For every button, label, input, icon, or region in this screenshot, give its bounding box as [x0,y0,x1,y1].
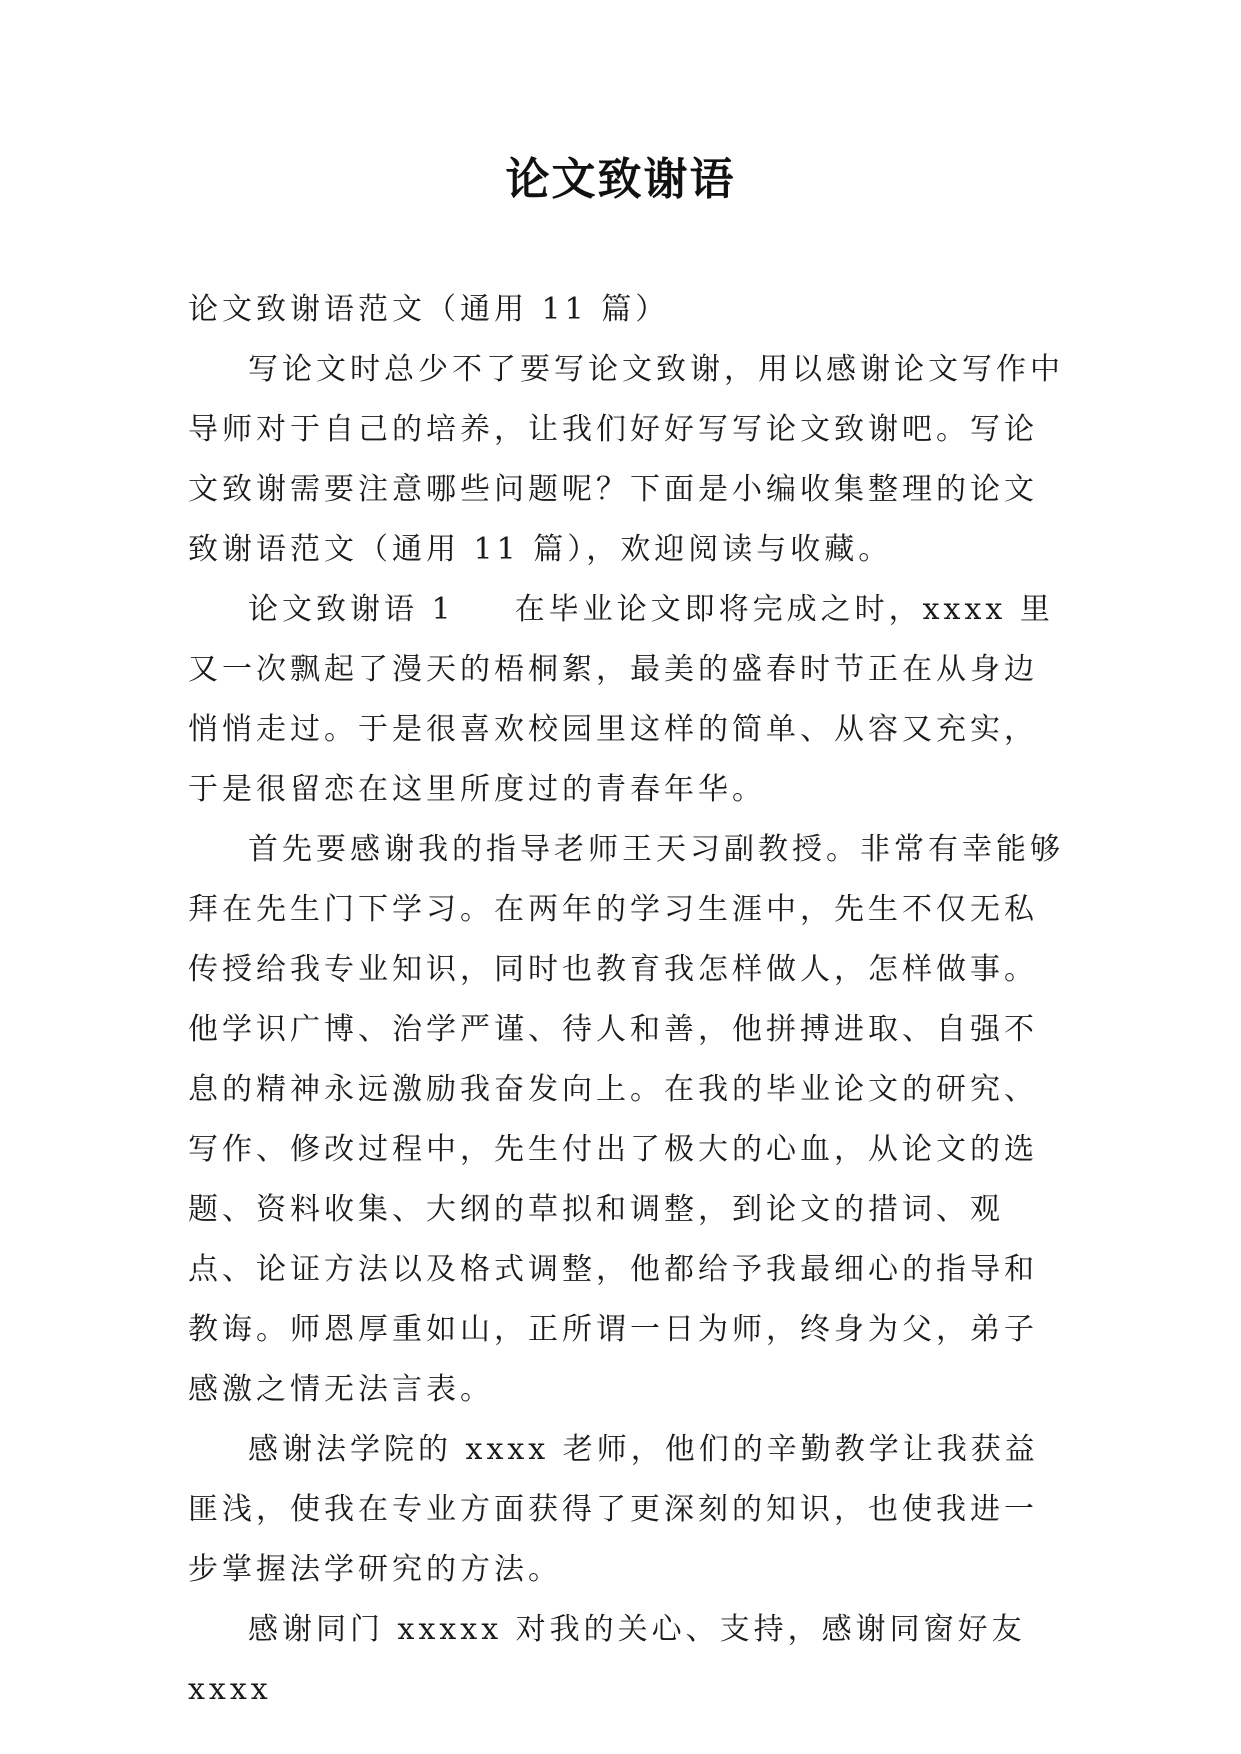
section-1-heading: 论文致谢语 1 [248,592,455,627]
section-1-paragraph-3: 感谢法学院的 xxxx 老师，他们的辛勤教学让我获益匪浅，使我在专业方面获得了更深刻的知识，也使我进一步掌握法学研究的方法。 [188,1432,1039,1587]
section-1-paragraph-2: 首先要感谢我的指导老师王天习副教授。非常有幸能够拜在先生门下学习。在两年的学习生涯中，先生不仅无私传授给我专业知识，同时也教育我怎样做人，怎样做事。他学识广博、治学严谨、待人和善，他拼搏进取、自强不息的精神永远激励我奋发向上。在我的毕业论文的研究、写作、修改过程中，先生付出了极大的心血，从论文的选题、资料收集、大纲的草拟和调整，到论文的措词、观点、论证方法以及格式调整，他都给予我最细心的指导和教诲。师恩厚重如山，正所谓一日为师，终身为父，弟子感激之情无法言表。 [188,832,1064,1407]
section-1-paragraph-4: 感谢同门 xxxxx 对我的关心、支持，感谢同窗好友 xxxx [188,1612,1026,1707]
section-1-paragraph-1: 在毕业论文即将完成之时，xxxx 里又一次飘起了漫天的梧桐絮，最美的盛春时节正在从身边悄悄走过。于是很喜欢校园里这样的简单、从容又充实，于是很留恋在这里所度过的青春年华。 [188,592,1054,807]
document-subtitle: 论文致谢语范文（通用 11 篇） [188,292,670,327]
intro-paragraph: 写论文时总少不了要写论文致谢，用以感谢论文写作中导师对于自己的培养，让我们好好写写论文致谢吧。写论文致谢需要注意哪些问题呢？下面是小编收集整理的论文致谢语范文（通用 11 篇），欢迎阅读与收藏。 [188,352,1064,567]
section-1-opening-paragraph [188,580,1068,820]
document-body [188,280,1068,1720]
document-title: 论文致谢语 [505,154,736,205]
